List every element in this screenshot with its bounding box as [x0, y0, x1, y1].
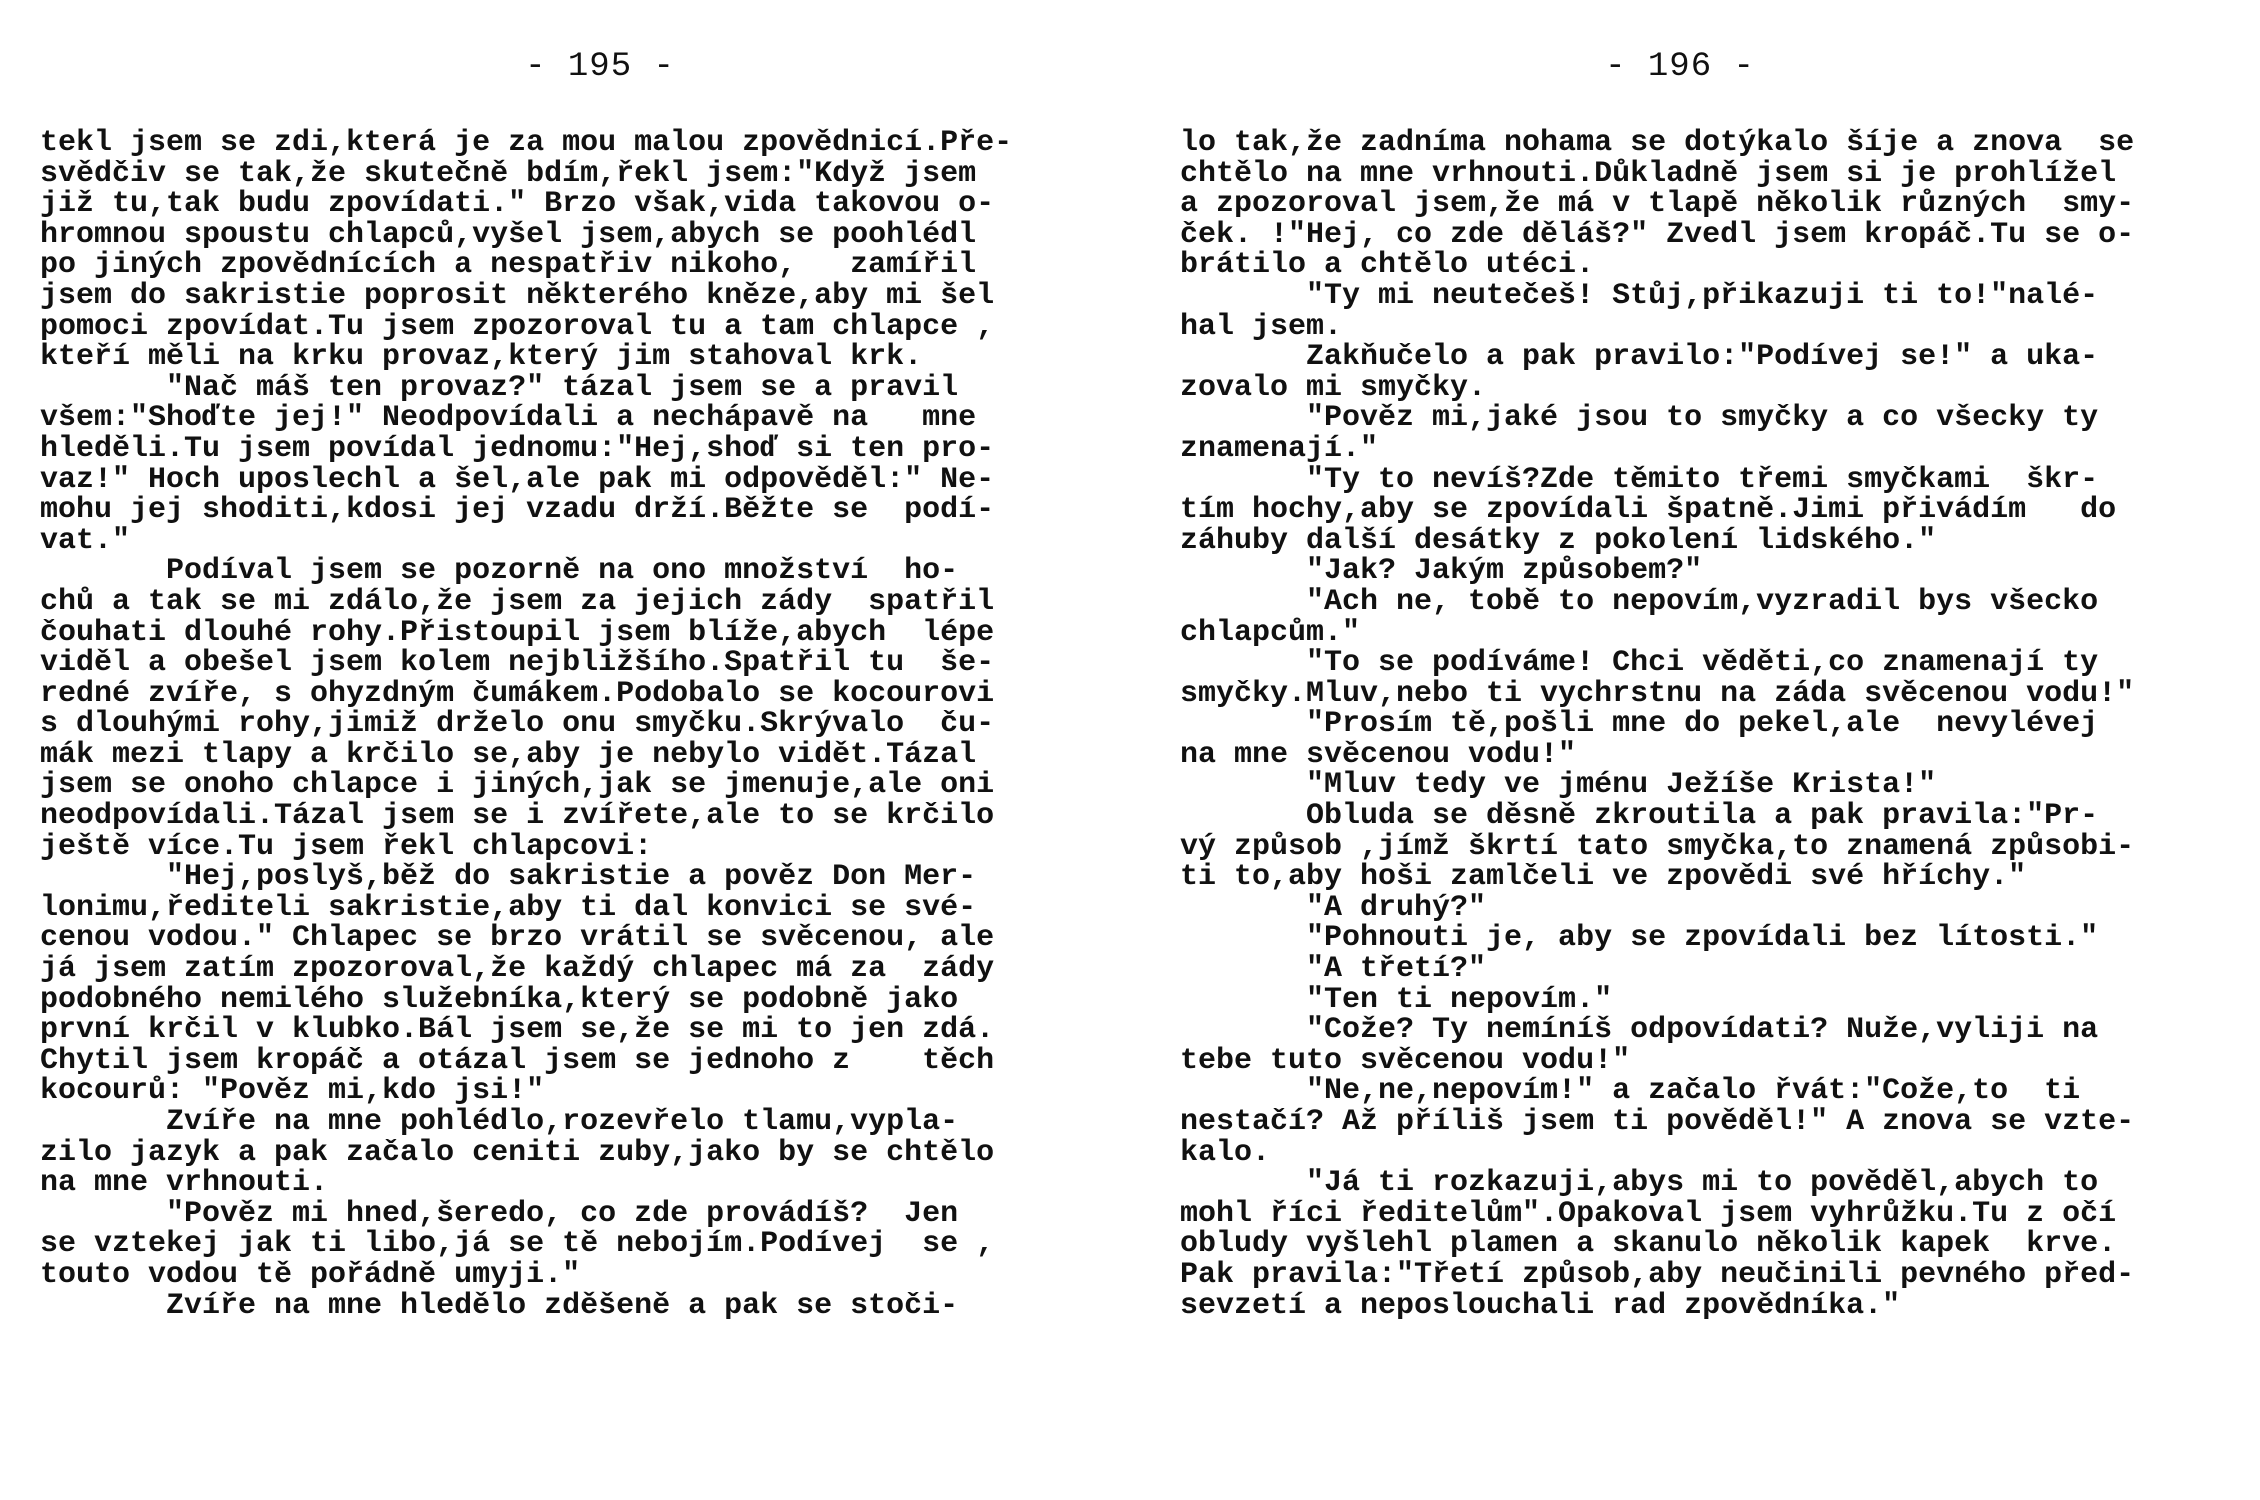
text-line: se vztekej jak ti libo,já se tě nebojím.Podívej se ,: [40, 1227, 995, 1262]
text-line: první krčil v klubko.Bál jsem se,že se mi to jen zdá.: [40, 1013, 995, 1048]
text-line: Zakňučelo a pak pravilo:"Podívej se!" a uka-: [1180, 340, 2099, 375]
left-page-text: [40, 128, 1012, 1321]
text-line: mohl říci ředitelům".Opakoval jsem vyhrůžku.Tu z očí: [1180, 1196, 2117, 1231]
text-line: po jiných zpovědnících a nespatřiv nikoho, zamířil: [40, 248, 977, 283]
right-page: [1180, 0, 2260, 1500]
text-line: "Ty mi neutečeš! Stůj,přikazuji ti to!"nalé-: [1180, 278, 2099, 313]
text-line: jsem se onoho chlapce i jiných,jak se jmenuje,ale oni: [40, 768, 995, 803]
text-line: všem:"Shoďte jej!" Neodpovídali a nechápavě na mne: [40, 401, 977, 436]
text-line: já jsem zatím zpozoroval,že každý chlapec má za zády: [40, 952, 995, 987]
text-line: Zvíře na mne hledělo zděšeně a pak se stoči-: [40, 1288, 959, 1323]
text-line: na mne svěcenou vodu!": [1180, 737, 1577, 772]
text-line: kocourů: "Pověz mi,kdo jsi!": [40, 1074, 545, 1109]
text-line: tím hochy,aby se zpovídali špatně.Jimi přivádím do: [1180, 493, 2117, 528]
text-line: čouhati dlouhé rohy.Přistoupil jsem blíže,abych lépe: [40, 615, 995, 650]
text-line: "Ten ti nepovím.": [1180, 982, 1613, 1017]
text-line: na mne vrhnouti.: [40, 1166, 329, 1201]
text-line: vý způsob ,jímž škrtí tato smyčka,to znamená způsobi-: [1180, 829, 2135, 864]
text-line: hromnou spoustu chlapců,vyšel jsem,abych se poohlédl: [40, 217, 977, 252]
text-line: "To se podíváme! Chci věděti,co znamenají ty: [1180, 646, 2099, 681]
text-line: s dlouhými rohy,jimiž drželo onu smyčku.Skrývalo ču-: [40, 707, 995, 742]
text-line: tekl jsem se zdi,která je za mou malou zpovědnicí.Pře-: [40, 126, 1013, 160]
text-line: a zpozoroval jsem,že má v tlapě několik různých smy-: [1180, 187, 2135, 222]
text-line: pomoci zpovídat.Tu jsem zpozoroval tu a tam chlapce ,: [40, 309, 995, 344]
text-line: "A druhý?": [1180, 890, 1487, 925]
text-line: mohu jej shoditi,kdosi jej vzadu drží.Běžte se podí-: [40, 493, 995, 528]
text-line: Pak pravila:"Třetí způsob,aby neučinili pevného před-: [1180, 1257, 2135, 1292]
text-line: "Pověz mi hned,šeredo, co zde provádíš? Jen: [40, 1196, 959, 1231]
text-line: Podíval jsem se pozorně na ono množství ho-: [40, 554, 959, 589]
text-line: "Cože? Ty nemíníš odpovídati? Nuže,vyliji na: [1180, 1013, 2099, 1048]
text-line: zilo jazyk a pak začalo ceniti zuby,jako by se chtělo: [40, 1135, 995, 1170]
text-line: redné zvíře, s ohyzdným čumákem.Podobalo se kocourovi: [40, 676, 995, 711]
page-number-right: - 196 -: [1605, 48, 1755, 86]
text-line: sevzetí a neposlouchali rad zpovědníka.": [1180, 1288, 1901, 1323]
text-line: zovalo mi smyčky.: [1180, 370, 1487, 405]
text-line: ti to,aby hoši zamlčeli ve zpovědi své hříchy.": [1180, 860, 2027, 895]
text-line: znamenají.": [1180, 431, 1379, 466]
left-page: [40, 0, 1120, 1500]
text-line: svědčiv se tak,že skutečně bdím,řekl jsem:"Když jsem: [40, 156, 977, 191]
text-line: "Nač máš ten provaz?" tázal jsem se a pravil: [40, 370, 959, 405]
text-line: záhuby další desátky z pokolení lidského.": [1180, 523, 1937, 558]
text-line: ček. !"Hej, co zde děláš?" Zvedl jsem kropáč.Tu se o-: [1180, 217, 2135, 252]
text-line: smyčky.Mluv,nebo ti vychrstnu na záda svěcenou vodu!": [1180, 676, 2135, 711]
text-line: "Pohnouti je, aby se zpovídali bez lítosti.": [1180, 921, 2099, 956]
text-line: chlapcům.": [1180, 615, 1361, 650]
text-line: již tu,tak budu zpovídati." Brzo však,vida takovou o-: [40, 187, 995, 222]
text-line: mák mezi tlapy a krčilo se,aby je nebylo vidět.Tázal: [40, 737, 977, 772]
text-line: lo tak,že zadníma nohama se dotýkalo šíje a znova se: [1180, 126, 2135, 160]
text-line: jsem do sakristie poprosit některého kněze,aby mi šel: [40, 278, 995, 313]
text-line: obludy vyšlehl plamen a skanulo několik kapek krve.: [1180, 1227, 2117, 1262]
text-line: ještě více.Tu jsem řekl chlapcovi:: [40, 829, 653, 864]
text-line: kalo.: [1180, 1135, 1271, 1170]
text-line: "A třetí?": [1180, 952, 1487, 987]
text-line: cenou vodou." Chlapec se brzo vrátil se svěcenou, ale: [40, 921, 995, 956]
text-line: lonimu,řediteli sakristie,aby ti dal konvici se své-: [40, 890, 977, 925]
right-page-text: [1180, 128, 2134, 1321]
text-line: touto vodou tě pořádně umyji.": [40, 1257, 581, 1292]
text-line: vaz!" Hoch uposlechl a šel,ale pak mi odpověděl:" Ne-: [40, 462, 995, 497]
text-line: viděl a obešel jsem kolem nejbližšího.Spatřil tu še-: [40, 646, 995, 681]
text-line: "Ty to nevíš?Zde těmito třemi smyčkami škr-: [1180, 462, 2099, 497]
text-line: "Prosím tě,pošli mne do pekel,ale nevylévej: [1180, 707, 2099, 742]
text-line: "Ne,ne,nepovím!" a začalo řvát:"Cože,to ti: [1180, 1074, 2081, 1109]
text-line: "Hej,poslyš,běž do sakristie a pověz Don Mer-: [40, 860, 977, 895]
text-line: hal jsem.: [1180, 309, 1343, 344]
text-line: hleděli.Tu jsem povídal jednomu:"Hej,shoď si ten pro-: [40, 431, 995, 466]
text-line: "Mluv tedy ve jménu Ježíše Krista!": [1180, 768, 1937, 803]
text-line: podobného nemilého služebníka,který se podobně jako: [40, 982, 959, 1017]
text-line: neodpovídali.Tázal jsem se i zvířete,ale to se krčilo: [40, 799, 995, 834]
text-line: "Já ti rozkazuji,abys mi to pověděl,abych to: [1180, 1166, 2099, 1201]
text-line: brátilo a chtělo utéci.: [1180, 248, 1595, 283]
page-number-left: - 195 -: [525, 48, 675, 86]
text-line: "Ach ne, tobě to nepovím,vyzradil bys všecko: [1180, 584, 2099, 619]
text-line: Chytil jsem kropáč a otázal jsem se jednoho z těch: [40, 1043, 995, 1078]
text-line: nestačí? Až příliš jsem ti pověděl!" A znova se vzte-: [1180, 1105, 2135, 1139]
text-line: tebe tuto svěcenou vodu!": [1180, 1043, 1631, 1078]
text-line: "Jak? Jakým způsobem?": [1180, 554, 1703, 589]
text-line: chů a tak se mi zdálo,že jsem za jejich zády spatřil: [40, 584, 995, 619]
text-line: kteří měli na krku provaz,který jim stahoval krk.: [40, 340, 923, 375]
text-line: Obluda se děsně zkroutila a pak pravila:"Pr-: [1180, 799, 2099, 834]
text-line: "Pověz mi,jaké jsou to smyčky a co všecky ty: [1180, 401, 2099, 436]
text-line: vat.": [40, 523, 131, 558]
text-line: Zvíře na mne pohlédlo,rozevřelo tlamu,vypla-: [40, 1105, 959, 1139]
text-line: chtělo na mne vrhnouti.Důkladně jsem si je prohlížel: [1180, 156, 2117, 191]
